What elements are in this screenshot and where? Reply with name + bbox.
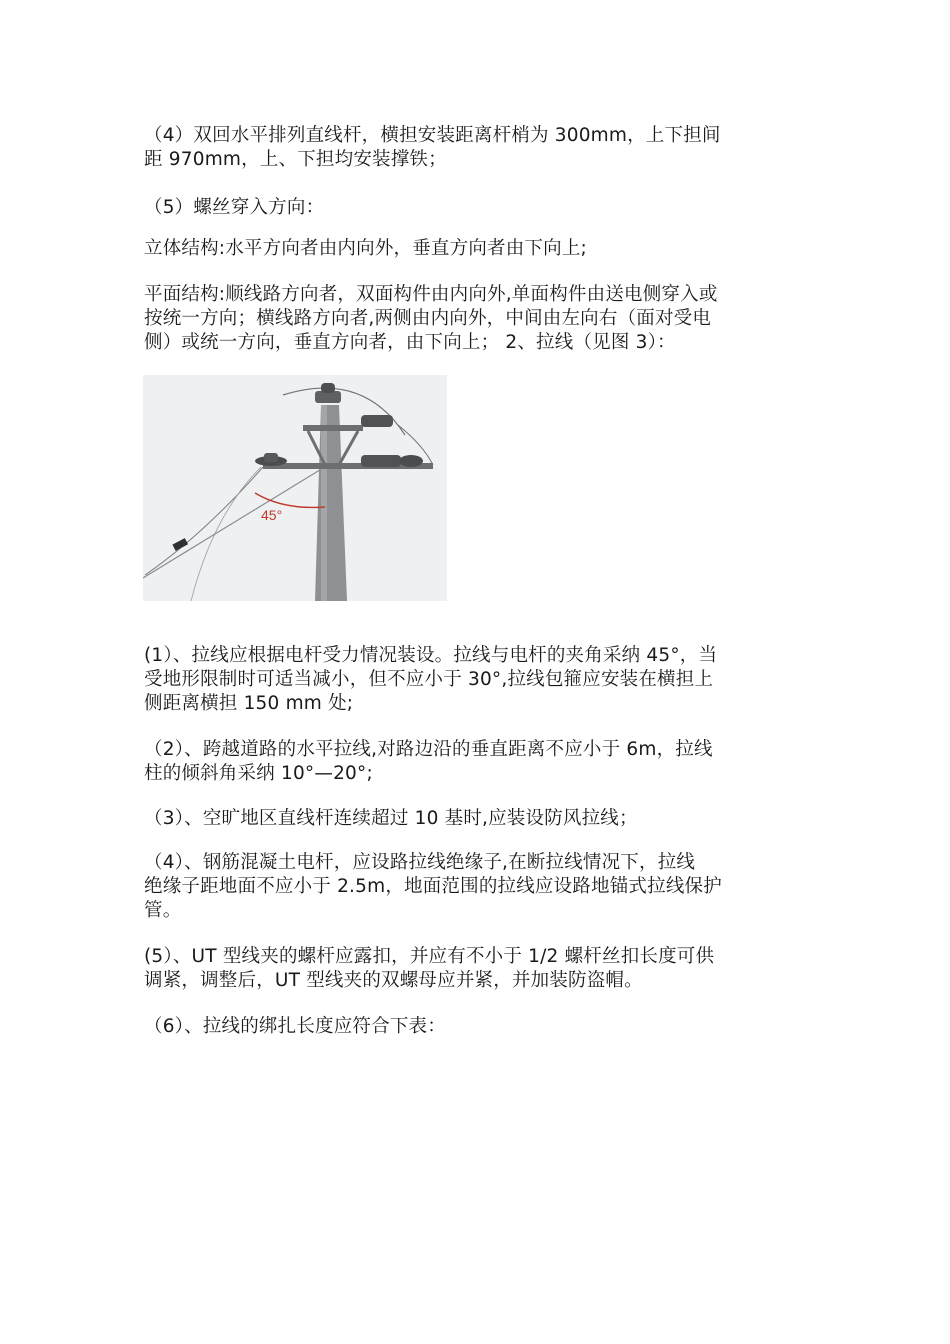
text-line: (5）、UT 型线夹的螺杆应露扣，并应有不小于 1/2 螺杆丝扣长度可供 bbox=[144, 946, 715, 967]
paragraph-double-circuit-crossarm bbox=[144, 124, 809, 172]
text-line: （3）、空旷地区直线杆连续超过 10 基时,应装设防风拉线； bbox=[144, 808, 638, 829]
paragraph-windproof-guy bbox=[144, 807, 809, 831]
text-line: （4）、钢筋混凝土电杆，应设路拉线绝缘子,在断拉线情况下，拉线 bbox=[144, 852, 696, 873]
text-line: 距 970mm，上、下担均安装撑铁； bbox=[144, 149, 447, 170]
paragraph-3d-structure bbox=[144, 237, 809, 261]
text-line: 立体结构:水平方向者由内向外，垂直方向者由下向上; bbox=[144, 238, 587, 259]
text-line: 平面结构:顺线路方向者，双面构件由内向外,单面构件由送电侧穿入或 bbox=[144, 284, 718, 305]
text-line: （2）、跨越道路的水平拉线,对路边沿的垂直距离不应小于 6m，拉线 bbox=[144, 739, 713, 760]
paragraph-binding-length bbox=[144, 1015, 809, 1039]
paragraph-guy-wire-angle bbox=[144, 644, 809, 716]
guy-wire-pole-photo bbox=[143, 375, 447, 601]
text-line: （4）双回水平排列直线杆，横担安装距离杆梢为 300mm，上下担间 bbox=[144, 125, 721, 146]
text-line: 调紧，调整后，UT 型线夹的双螺母应并紧，并加装防盗帽。 bbox=[144, 970, 643, 991]
text-line: （6）、拉线的绑扎长度应符合下表： bbox=[144, 1016, 446, 1037]
text-line: 绝缘子距地面不应小于 2.5m，地面范围的拉线应设路地锚式拉线保护 bbox=[144, 876, 722, 897]
text-line: （5）螺丝穿入方向： bbox=[144, 197, 325, 218]
paragraph-road-crossing-guy bbox=[144, 738, 809, 786]
paragraph-planar-structure bbox=[144, 283, 809, 355]
text-line: 管。 bbox=[144, 900, 182, 921]
paragraph-ut-clamp bbox=[144, 945, 809, 993]
paragraph-bolt-direction-heading bbox=[144, 196, 809, 220]
angle-label-45: 45° bbox=[261, 507, 283, 523]
pole-illustration bbox=[143, 375, 447, 601]
text-line: 受地形限制时可适当减小，但不应小于 30°,拉线包箍应安装在横担上 bbox=[144, 669, 714, 690]
text-line: 柱的倾斜角采纳 10°—20°; bbox=[144, 763, 373, 784]
text-line: (1）、拉线应根据电杆受力情况装设。拉线与电杆的夹角采纳 45°，当 bbox=[144, 645, 718, 666]
text-line: 侧）或统一方向，垂直方向者，由下向上； 2、拉线（见图 3）： bbox=[144, 332, 676, 353]
text-line: 侧距离横担 150 mm 处; bbox=[144, 693, 354, 714]
paragraph-guy-insulator bbox=[144, 851, 809, 923]
text-line: 按统一方向；横线路方向者,两侧由内向外，中间由左向右（面对受电 bbox=[144, 308, 712, 329]
